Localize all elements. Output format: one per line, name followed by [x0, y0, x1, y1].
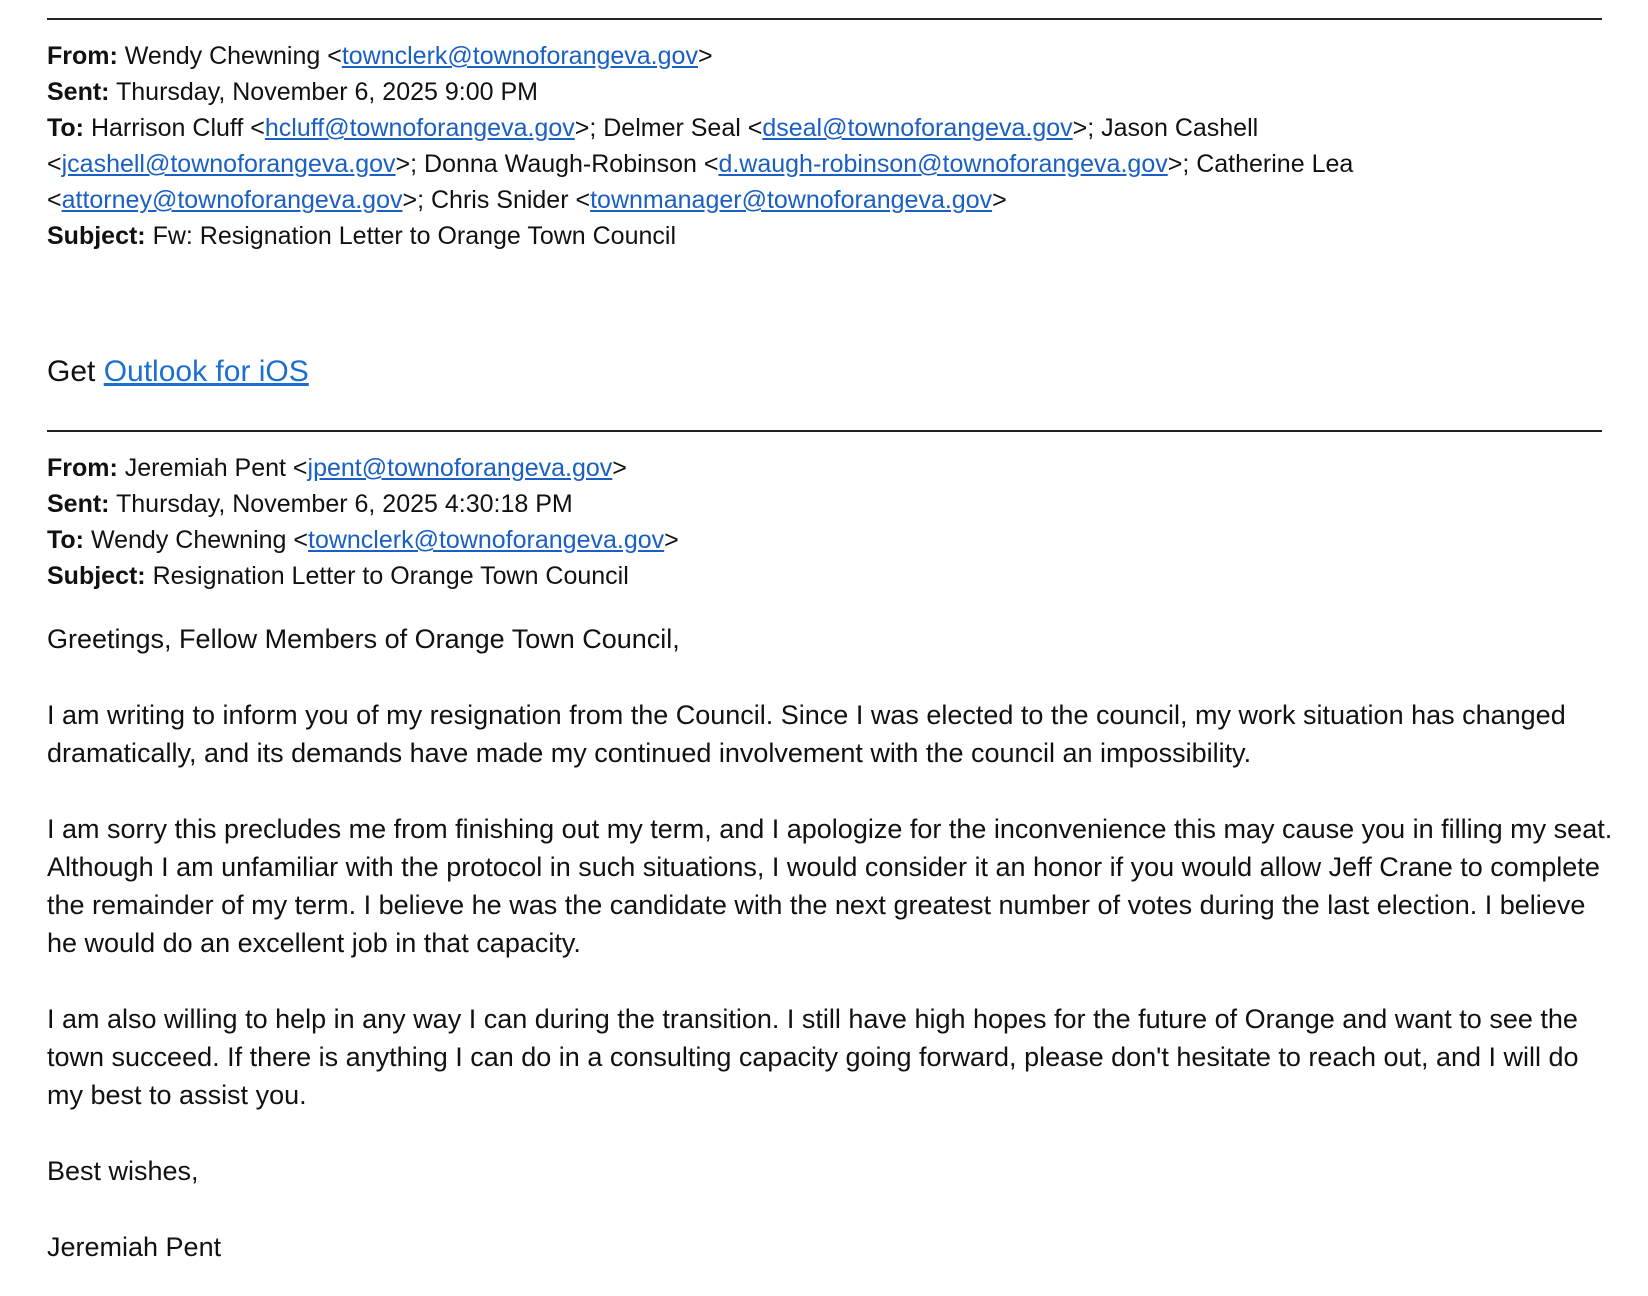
paragraph: I am sorry this precludes me from finishing out my term, and I apologize for the inconvenience this may cause you in filling my seat. Although I am unfamiliar with the protocol in such situations, I would consider it an honor if you would allow Jeff Crane to complete the remainder of my term. I believe he was the candidate with the next greatest number of votes during the last election. I believe he would do an excellent job in that capacity. [47, 814, 1613, 958]
divider [47, 430, 1602, 432]
to-line [47, 522, 1617, 558]
greeting: Greetings, Fellow Members of Orange Town Council, [47, 624, 680, 654]
subject-value: Resignation Letter to Orange Town Council [152, 562, 629, 590]
subject-line [47, 218, 1617, 254]
recipient-sep: >; [1072, 114, 1102, 142]
from-email-link[interactable]: townclerk@townoforangeva.gov [341, 42, 698, 70]
sent-line [47, 486, 1617, 522]
to-label: To: [47, 526, 85, 554]
from-email-link[interactable]: jpent@townoforangeva.gov [307, 454, 613, 482]
from-label: From: [47, 454, 118, 482]
sent-value: Thursday, November 6, 2025 4:30:18 PM [116, 490, 573, 518]
recipient-email-link[interactable]: d.waugh-robinson@townoforangeva.gov [718, 150, 1168, 178]
letter-body [47, 620, 1622, 1266]
recipient-sep: >; [1167, 150, 1197, 178]
from-close: > [697, 42, 713, 70]
paragraph: I am writing to inform you of my resignation from the Council. Since I was elected to the council, my work situation has changed dramatically, and its demands have made my continued involvement with the council an impossibility. [47, 700, 1566, 768]
subject-value: Fw: Resignation Letter to Orange Town Council [152, 222, 677, 250]
recipient-sep: > [992, 186, 1007, 214]
to-close: > [664, 526, 679, 554]
recipient-email-link[interactable]: townmanager@townoforangeva.gov [590, 186, 993, 214]
recipient-email-link[interactable]: attorney@townoforangeva.gov [61, 186, 403, 214]
from-name: Wendy Chewning < [124, 42, 342, 70]
from-name: Jeremiah Pent < [124, 454, 308, 482]
recipient-sep: >; [402, 186, 431, 214]
forward-header [47, 38, 1617, 254]
outlook-ios-link[interactable]: Outlook for iOS [103, 355, 309, 388]
sent-value: Thursday, November 6, 2025 9:00 PM [116, 78, 538, 106]
recipient-email-link[interactable]: hcluff@townoforangeva.gov [264, 114, 575, 142]
recipient-email-link[interactable]: dseal@townoforangeva.gov [762, 114, 1073, 142]
recipient-name: Donna Waugh-Robinson < [424, 150, 719, 178]
to-email-link[interactable]: townclerk@townoforangeva.gov [308, 526, 665, 554]
outlook-prefix: Get [47, 355, 104, 388]
recipient-sep: >; [395, 150, 425, 178]
recipient-name: Delmer Seal < [603, 114, 763, 142]
sent-label: Sent: [47, 490, 110, 518]
signature: Jeremiah Pent [47, 1232, 222, 1262]
from-label: From: [47, 42, 118, 70]
to-line [47, 110, 1617, 218]
from-close: > [612, 454, 627, 482]
from-line [47, 38, 1617, 74]
recipient-sep: >; [574, 114, 604, 142]
divider [47, 18, 1602, 20]
sent-label: Sent: [47, 78, 110, 106]
recipient-name: Chris Snider < [430, 186, 591, 214]
original-header [47, 450, 1617, 594]
sent-line [47, 74, 1617, 110]
subject-label: Subject: [47, 222, 146, 250]
recipient-name: Harrison Cluff < [90, 114, 265, 142]
paragraph: I am also willing to help in any way I can during the transition. I still have high hopes for the future of Orange and want to see the town succeed. If there is anything I can do in a consulting capacity going forward, please don't hesitate to reach out, and I will do my best to assist you. [47, 1004, 1579, 1110]
to-label: To: [47, 114, 85, 142]
recipient-email-link[interactable]: jcashell@townoforangeva.gov [61, 150, 396, 178]
subject-line [47, 558, 1617, 594]
outlook-promo [47, 352, 1617, 392]
to-name: Wendy Chewning < [90, 526, 308, 554]
email-document [47, 0, 1617, 1266]
subject-label: Subject: [47, 562, 146, 590]
recipient-name: Jason Cashell < [47, 114, 1259, 178]
closing: Best wishes, [47, 1156, 199, 1186]
recipient-name: Catherine Lea < [47, 150, 1354, 214]
from-line [47, 450, 1617, 486]
